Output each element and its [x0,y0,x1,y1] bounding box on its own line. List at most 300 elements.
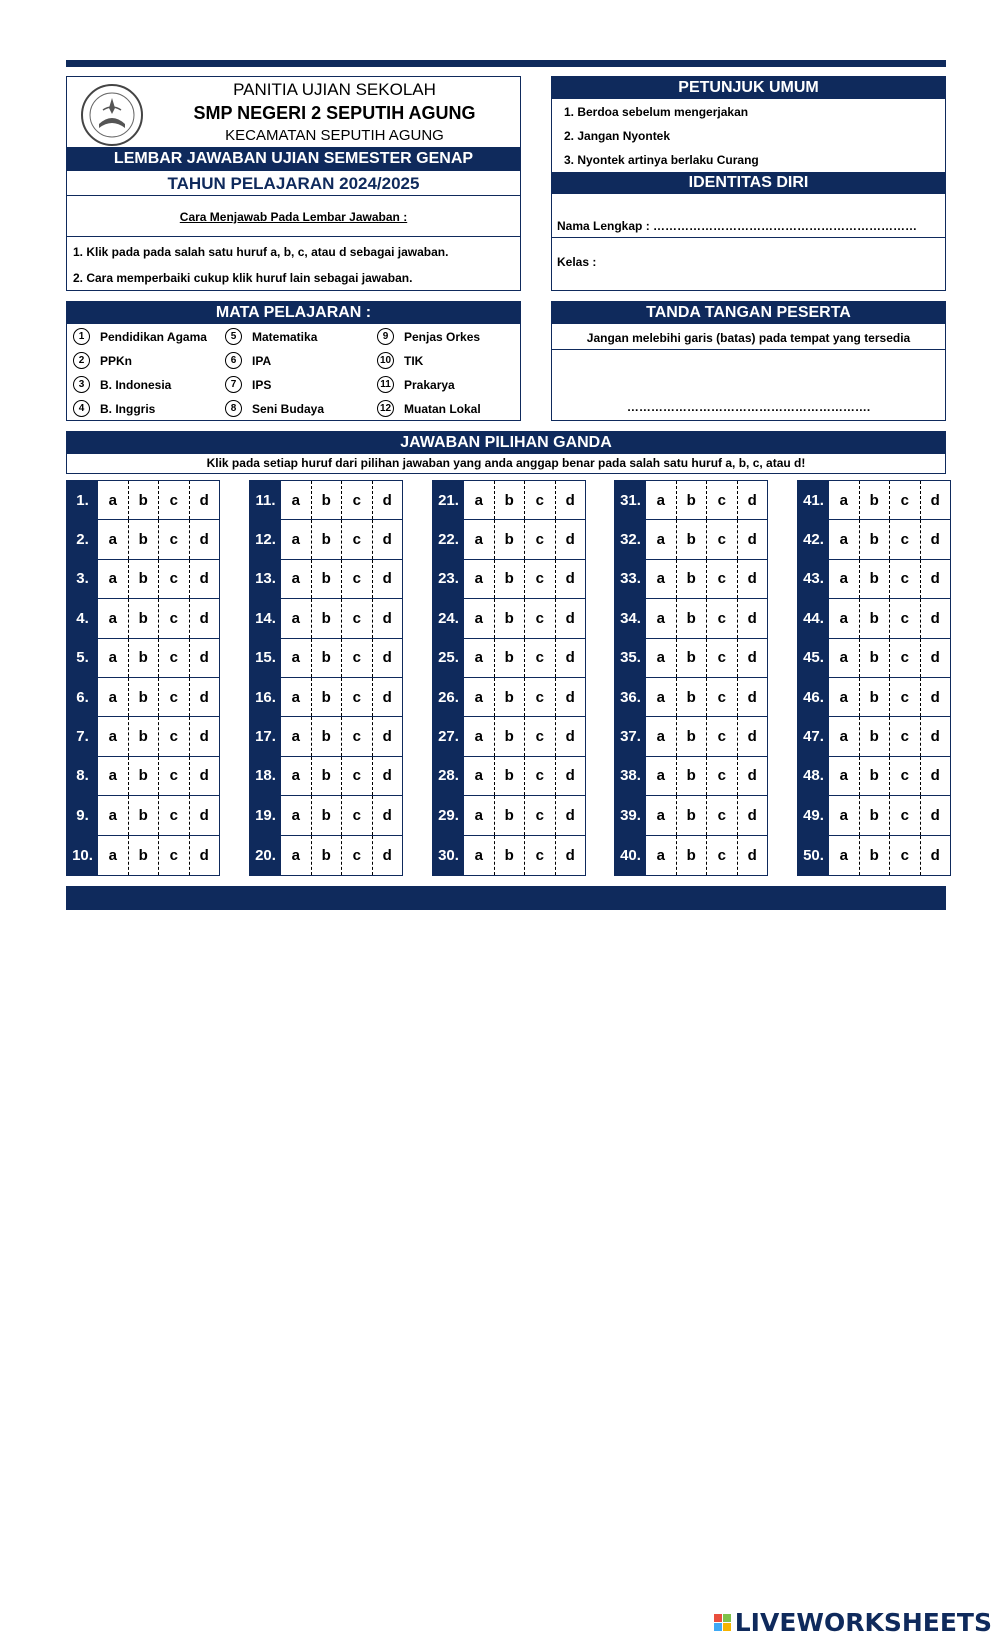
answer-options [281,836,402,875]
answer-option-c[interactable]: c [525,717,556,755]
top-rule [66,60,946,67]
answer-options [281,717,402,755]
answer-option-c[interactable]: c [707,639,738,677]
subject-item [225,376,271,393]
answer-row [67,560,219,599]
answer-option-b[interactable]: b [677,520,708,558]
answer-option-d[interactable]: d [199,767,209,785]
answer-option-b[interactable]: b [495,520,526,558]
answer-option-a[interactable]: a [464,757,495,795]
answer-options [98,836,219,875]
answer-option-a[interactable]: a [829,599,860,637]
answer-option-b[interactable]: b [860,639,891,677]
answer-option-d[interactable]: d [199,806,209,824]
answer-option-a[interactable]: a [464,639,495,677]
answer-option-b[interactable]: b [129,481,160,519]
answer-option-a[interactable]: a [829,481,860,519]
answer-option-b[interactable]: b [860,836,891,875]
answer-option-d[interactable]: d [930,846,940,864]
answer-option-d[interactable]: d [199,728,209,746]
answer-option-b[interactable]: b [860,757,891,795]
question-number: 7. [67,717,98,755]
answer-option-a[interactable]: a [281,757,312,795]
answer-row [798,796,950,835]
question-number: 16. [250,678,281,716]
answer-column [249,480,403,876]
answer-row [798,599,950,638]
sheet-title: LEMBAR JAWABAN UJIAN SEMESTER GENAP [66,147,521,171]
answer-row [615,796,767,835]
question-number: 27. [433,717,464,755]
answer-option-c[interactable]: c [890,796,921,834]
answer-option-b[interactable]: b [129,678,160,716]
subject-number-badge: 7 [225,376,242,393]
answer-option-b[interactable]: b [860,717,891,755]
answer-option-a[interactable]: a [829,520,860,558]
answer-option-b[interactable]: b [677,717,708,755]
answer-option-d[interactable]: d [199,531,209,549]
answer-option-c[interactable]: c [707,481,738,519]
answer-option-c[interactable]: c [890,481,921,519]
answer-option-b[interactable]: b [677,757,708,795]
question-number: 3. [67,560,98,598]
answer-options [829,639,950,677]
question-number: 2. [67,520,98,558]
answer-option-c[interactable]: c [525,599,556,637]
answer-option-d[interactable]: d [930,728,940,746]
answer-options [464,678,585,716]
answer-row [798,481,950,520]
answer-option-c[interactable]: c [890,639,921,677]
answer-row [615,560,767,599]
question-number: 40. [615,836,646,875]
answer-option-c[interactable]: c [525,796,556,834]
answer-option-a[interactable]: a [646,599,677,637]
answer-row [615,520,767,559]
answer-option-b[interactable]: b [860,796,891,834]
answer-option-d[interactable]: d [382,728,392,746]
answer-option-b[interactable]: b [495,678,526,716]
answer-option-d[interactable]: d [565,806,575,824]
answer-option-d[interactable]: d [382,767,392,785]
answer-option-d[interactable]: d [747,806,757,824]
answer-option-a[interactable]: a [281,560,312,598]
question-number: 46. [798,678,829,716]
answer-option-b[interactable]: b [129,520,160,558]
question-number: 36. [615,678,646,716]
answer-option-d[interactable]: d [382,609,392,627]
answer-option-b[interactable]: b [677,560,708,598]
answer-option-d[interactable]: d [747,767,757,785]
answer-option-b[interactable]: b [312,836,343,875]
answer-option-b[interactable]: b [312,639,343,677]
answer-option-b[interactable]: b [312,599,343,637]
answer-option-a[interactable]: a [98,639,129,677]
answer-row [67,520,219,559]
answer-option-c[interactable]: c [707,678,738,716]
answer-option-d[interactable]: d [382,806,392,824]
general-item: 2. Jangan Nyontek [564,129,671,143]
answer-option-c[interactable]: c [342,639,373,677]
answer-option-d[interactable]: d [930,806,940,824]
answer-option-c[interactable]: c [525,678,556,716]
answer-option-a[interactable]: a [98,717,129,755]
answer-row [67,639,219,678]
answer-option-c[interactable]: c [342,836,373,875]
answer-option-a[interactable]: a [464,481,495,519]
answer-option-b[interactable]: b [312,757,343,795]
answer-options [98,717,219,755]
answer-option-a[interactable]: a [281,599,312,637]
answer-option-c[interactable]: c [342,796,373,834]
answer-option-d[interactable]: d [565,688,575,706]
answer-option-c[interactable]: c [159,520,190,558]
answer-option-b[interactable]: b [860,560,891,598]
question-number: 26. [433,678,464,716]
answer-option-d[interactable]: d [930,570,940,588]
answer-option-d[interactable]: d [565,570,575,588]
answer-option-b[interactable]: b [312,717,343,755]
answer-options [646,757,767,795]
answer-option-d[interactable]: d [199,688,209,706]
answer-option-d[interactable]: d [747,649,757,667]
subject-name: B. Indonesia [100,377,172,392]
answer-option-c[interactable]: c [890,717,921,755]
answer-option-b[interactable]: b [677,481,708,519]
answer-option-a[interactable]: a [464,796,495,834]
answer-option-a[interactable]: a [646,481,677,519]
answer-options [829,757,950,795]
answer-row [250,520,402,559]
answer-option-a[interactable]: a [829,639,860,677]
signature-note: Jangan melebihi garis (batas) pada tempat yang tersedia [552,326,945,350]
answer-option-c[interactable]: c [707,599,738,637]
answer-option-b[interactable]: b [129,717,160,755]
answer-option-b[interactable]: b [495,796,526,834]
answer-option-a[interactable]: a [646,717,677,755]
answer-option-a[interactable]: a [281,796,312,834]
answer-option-c[interactable]: c [707,757,738,795]
answer-option-c[interactable]: c [342,560,373,598]
answer-column [614,480,768,876]
answer-options [464,717,585,755]
answer-option-d[interactable]: d [930,609,940,627]
answer-option-c[interactable]: c [525,520,556,558]
answer-option-b[interactable]: b [860,520,891,558]
answer-option-b[interactable]: b [677,678,708,716]
answer-options [829,836,950,875]
answers-note: Klik pada setiap huruf dari pilihan jawaban yang anda anggap benar pada salah satu huruf a, b, c, atau d! [206,456,806,470]
answer-option-d[interactable]: d [382,531,392,549]
answer-option-a[interactable]: a [829,796,860,834]
answer-option-c[interactable]: c [525,836,556,875]
answer-option-a[interactable]: a [464,678,495,716]
answer-option-d[interactable]: d [382,570,392,588]
answer-option-a[interactable]: a [281,520,312,558]
question-number: 20. [250,836,281,875]
subject-item [225,328,317,345]
answer-option-b[interactable]: b [129,599,160,637]
answer-option-a[interactable]: a [281,481,312,519]
answer-option-c[interactable]: c [159,481,190,519]
answer-option-c[interactable]: c [707,836,738,875]
answer-option-a[interactable]: a [98,757,129,795]
brand-name: LIVEWORKSHEETS [734,1608,992,1637]
subject-number-badge: 9 [377,328,394,345]
answer-row [433,757,585,796]
answer-options [464,639,585,677]
answer-option-a[interactable]: a [464,717,495,755]
answer-row [615,757,767,796]
answer-row [67,836,219,875]
answer-option-d[interactable]: d [747,846,757,864]
answer-option-a[interactable]: a [646,560,677,598]
answer-option-b[interactable]: b [495,836,526,875]
answer-option-b[interactable]: b [860,599,891,637]
question-number: 49. [798,796,829,834]
answer-option-d[interactable]: d [382,649,392,667]
answer-option-c[interactable]: c [342,599,373,637]
answer-option-c[interactable]: c [890,520,921,558]
answer-option-d[interactable]: d [930,767,940,785]
subject-number-badge: 10 [377,352,394,369]
answer-option-c[interactable]: c [525,481,556,519]
question-number: 48. [798,757,829,795]
answer-option-a[interactable]: a [829,757,860,795]
answer-row [798,717,950,756]
answer-option-a[interactable]: a [281,717,312,755]
answer-option-d[interactable]: d [565,846,575,864]
answer-option-c[interactable]: c [159,678,190,716]
answer-options [464,599,585,637]
answer-options [98,678,219,716]
answer-option-d[interactable]: d [199,846,209,864]
answer-option-b[interactable]: b [495,481,526,519]
question-number: 17. [250,717,281,755]
answer-option-c[interactable]: c [159,796,190,834]
answer-option-b[interactable]: b [495,599,526,637]
answer-option-c[interactable]: c [525,639,556,677]
answer-option-b[interactable]: b [129,836,160,875]
answer-option-d[interactable]: d [382,491,392,509]
answer-option-a[interactable]: a [281,836,312,875]
answer-option-a[interactable]: a [98,678,129,716]
answer-option-b[interactable]: b [312,520,343,558]
answer-option-b[interactable]: b [495,757,526,795]
answer-option-c[interactable]: c [890,757,921,795]
question-number: 19. [250,796,281,834]
answer-option-d[interactable]: d [199,609,209,627]
answer-option-d[interactable]: d [930,531,940,549]
answer-options [98,757,219,795]
answer-option-d[interactable]: d [199,649,209,667]
answer-option-c[interactable]: c [342,520,373,558]
answer-option-a[interactable]: a [646,639,677,677]
answer-option-c[interactable]: c [890,560,921,598]
question-number: 39. [615,796,646,834]
answer-option-a[interactable]: a [646,520,677,558]
answer-option-b[interactable]: b [860,678,891,716]
answer-option-b[interactable]: b [312,560,343,598]
answer-option-a[interactable]: a [98,481,129,519]
answer-option-b[interactable]: b [677,796,708,834]
liveworksheets-logo [714,1608,992,1637]
answer-option-c[interactable]: c [342,717,373,755]
answer-option-c[interactable]: c [525,757,556,795]
answer-option-a[interactable]: a [98,796,129,834]
question-number: 14. [250,599,281,637]
answer-option-a[interactable]: a [98,836,129,875]
answer-option-d[interactable]: d [747,570,757,588]
answer-option-b[interactable]: b [495,717,526,755]
answer-row [615,717,767,756]
answer-option-b[interactable]: b [677,599,708,637]
answer-option-a[interactable]: a [98,560,129,598]
subject-item [73,328,207,345]
question-number: 35. [615,639,646,677]
answer-option-c[interactable]: c [342,481,373,519]
answer-option-b[interactable]: b [312,796,343,834]
answer-option-b[interactable]: b [495,639,526,677]
answer-row [433,717,585,756]
answer-option-b[interactable]: b [129,639,160,677]
answer-option-d[interactable]: d [382,846,392,864]
answer-option-c[interactable]: c [342,757,373,795]
name-field[interactable]: Nama Lengkap : ………………………………………………………… [557,219,918,233]
answer-option-c[interactable]: c [159,757,190,795]
subject-name: Pendidikan Agama [100,329,207,344]
answer-option-d[interactable]: d [930,688,940,706]
answer-option-d[interactable]: d [930,649,940,667]
answer-option-c[interactable]: c [707,796,738,834]
answer-option-c[interactable]: c [159,599,190,637]
answer-option-b[interactable]: b [129,757,160,795]
answer-option-a[interactable]: a [829,717,860,755]
answer-option-c[interactable]: c [159,836,190,875]
answer-option-a[interactable]: a [464,520,495,558]
answer-option-b[interactable]: b [495,560,526,598]
question-number: 50. [798,836,829,875]
answer-option-a[interactable]: a [829,836,860,875]
answer-row [250,717,402,756]
answer-option-c[interactable]: c [159,717,190,755]
answer-option-d[interactable]: d [747,609,757,627]
answer-row [433,639,585,678]
answer-column [66,480,220,876]
question-number: 5. [67,639,98,677]
academic-year: TAHUN PELAJARAN 2024/2025 [67,172,520,196]
answer-option-b[interactable]: b [677,639,708,677]
answer-option-a[interactable]: a [646,796,677,834]
question-number: 15. [250,639,281,677]
answer-option-c[interactable]: c [707,717,738,755]
answer-row [433,599,585,638]
subject-name: Muatan Lokal [404,401,481,416]
answer-option-d[interactable]: d [565,531,575,549]
subject-item [225,352,271,369]
answer-options [464,796,585,834]
answer-option-c[interactable]: c [159,560,190,598]
answer-option-c[interactable]: c [890,678,921,716]
answer-option-a[interactable]: a [464,560,495,598]
answer-option-a[interactable]: a [98,520,129,558]
answer-option-b[interactable]: b [312,481,343,519]
answer-option-d[interactable]: d [565,609,575,627]
answers-header [66,431,946,474]
answer-option-a[interactable]: a [464,599,495,637]
answer-option-a[interactable]: a [281,639,312,677]
answer-option-a[interactable]: a [829,678,860,716]
answer-options [646,678,767,716]
answer-option-c[interactable]: c [890,599,921,637]
question-number: 42. [798,520,829,558]
answer-option-d[interactable]: d [747,491,757,509]
bottom-rule [66,886,946,910]
answer-row [250,796,402,835]
question-number: 9. [67,796,98,834]
answer-option-d[interactable]: d [565,649,575,667]
answer-option-a[interactable]: a [464,836,495,875]
answer-option-d[interactable]: d [565,728,575,746]
answer-option-c[interactable]: c [525,560,556,598]
answer-option-a[interactable]: a [829,560,860,598]
general-title: PETUNJUK UMUM [552,77,945,99]
answer-option-a[interactable]: a [646,678,677,716]
answer-options [646,560,767,598]
answer-option-d[interactable]: d [747,531,757,549]
answer-option-d[interactable]: d [199,491,209,509]
answer-option-b[interactable]: b [129,796,160,834]
answer-option-b[interactable]: b [860,481,891,519]
answer-row [615,599,767,638]
subject-name: B. Inggris [100,401,156,416]
answer-option-a[interactable]: a [646,836,677,875]
answer-option-d[interactable]: d [747,688,757,706]
subject-item [225,400,324,417]
question-number: 30. [433,836,464,875]
answer-option-d[interactable]: d [930,491,940,509]
answer-option-c[interactable]: c [707,520,738,558]
class-field[interactable]: Kelas : [557,255,597,269]
answer-option-d[interactable]: d [382,688,392,706]
answer-option-d[interactable]: d [565,767,575,785]
answer-option-b[interactable]: b [677,836,708,875]
answer-row [798,678,950,717]
answer-options [829,560,950,598]
answer-row [433,520,585,559]
answer-option-d[interactable]: d [565,491,575,509]
district-name: KECAMATAN SEPUTIH AGUNG [225,127,444,144]
answer-option-d[interactable]: d [747,728,757,746]
answer-option-a[interactable]: a [98,599,129,637]
answer-row [250,560,402,599]
answer-option-c[interactable]: c [707,560,738,598]
question-number: 47. [798,717,829,755]
answer-option-b[interactable]: b [129,560,160,598]
answer-option-a[interactable]: a [646,757,677,795]
answer-option-d[interactable]: d [199,570,209,588]
answer-option-a[interactable]: a [281,678,312,716]
signature-line[interactable]: ……………………………………………………. [626,400,871,414]
subject-number-badge: 4 [73,400,90,417]
answer-options [646,836,767,875]
answer-option-c[interactable]: c [342,678,373,716]
answer-option-c[interactable]: c [159,639,190,677]
question-number: 22. [433,520,464,558]
answer-option-b[interactable]: b [312,678,343,716]
answer-row [798,836,950,875]
answer-option-c[interactable]: c [890,836,921,875]
